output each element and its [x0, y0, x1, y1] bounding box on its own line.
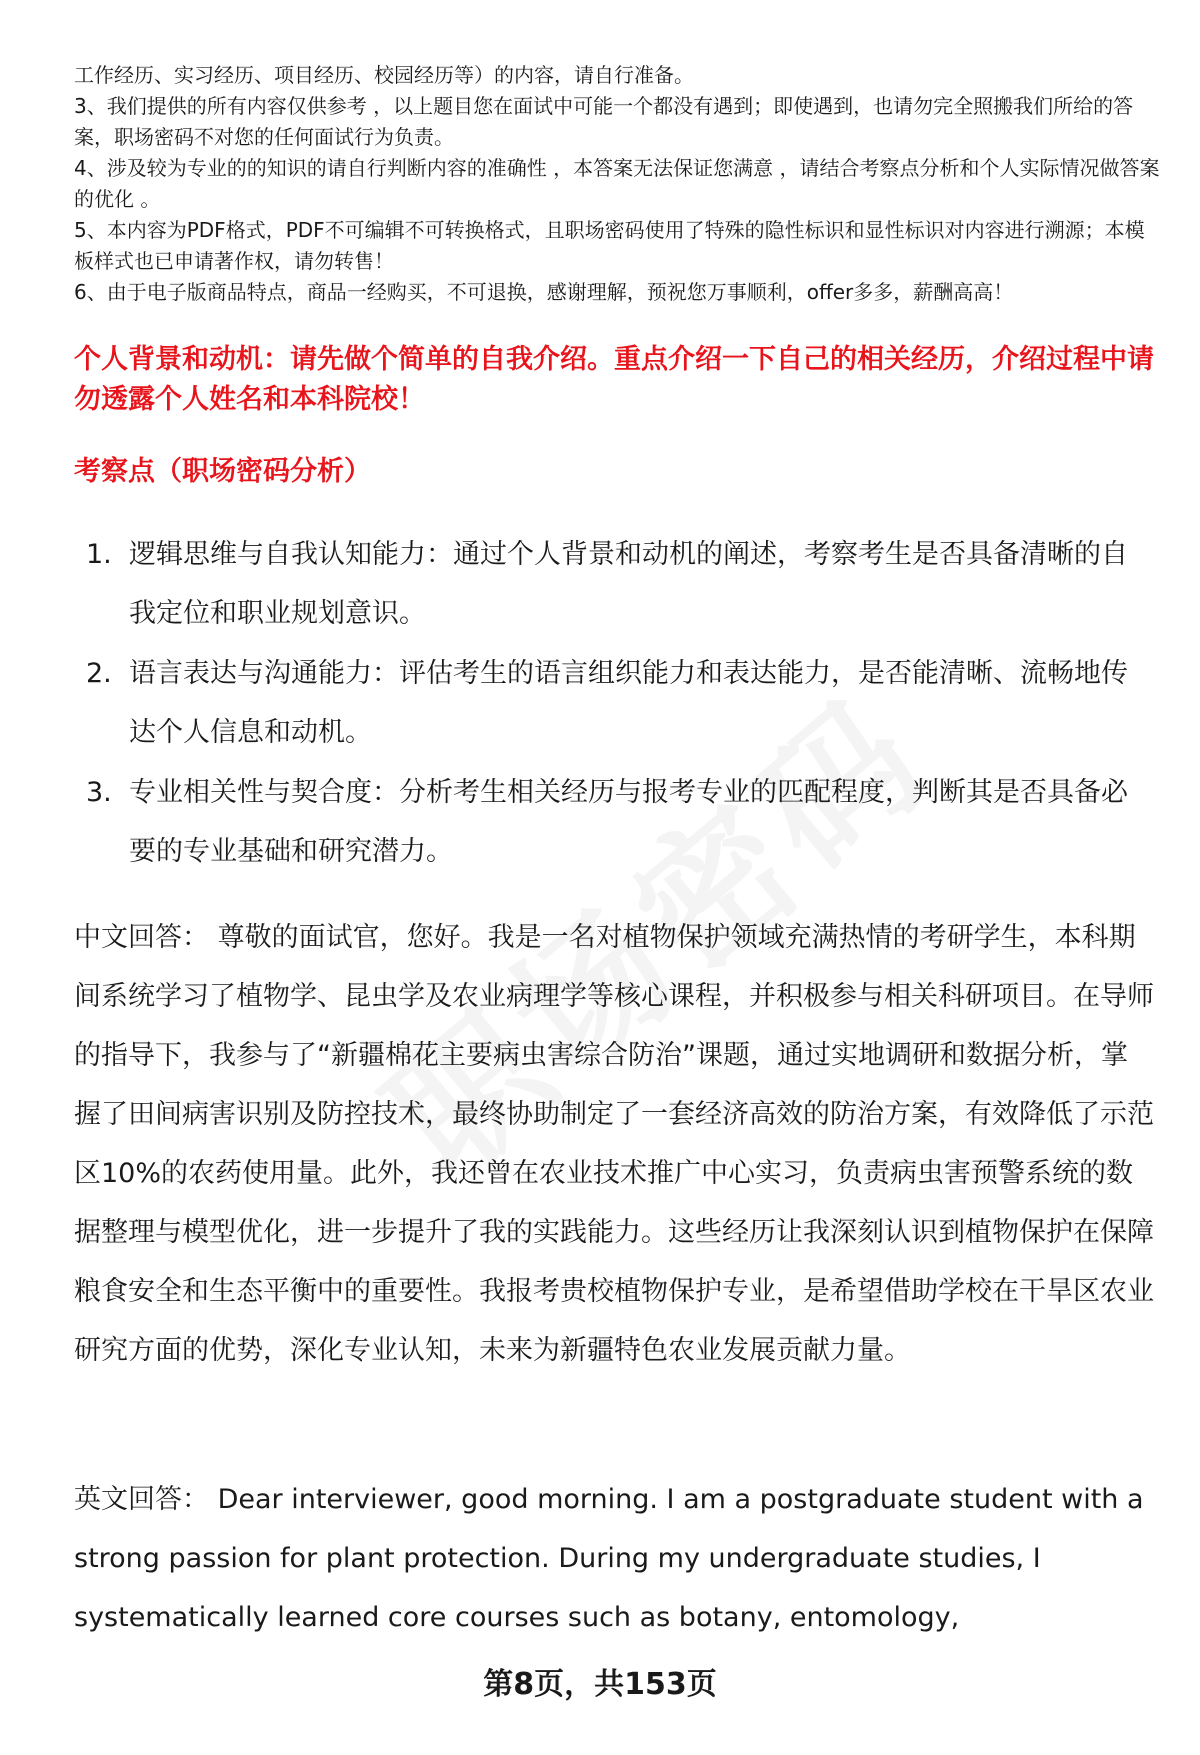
assessment-points-title: 考察点（职场密码分析） — [74, 456, 371, 487]
chinese-answer: 中文回答： 尊敬的面试官，您好。我是一名对植物保护领域充满热情的考研学生，本科期间系统学习了植物学、昆虫学及农业病理学等核心课程，并积极参与相关科研项目。在导师的指导下，我参与了“新疆棉花主要病虫害综合防治”课题，通过实地调研和数据分析，掌握了田间病害识别及防控技术，最终协助制定了一套经济高效的防治方案，有效降低了示范区10%的农药使用量。此外，我还曾在农业技术推广中心实习，负责病虫害预警系统的数据整理与模型优化，进一步提升了我的实践能力。这些经历让我深刻认识到植物保护在保障粮食安全和生态平衡中的重要性。我报考贵校植物保护专业，是希望借助学校在干旱区农业研究方面的优势，深化专业认知，未来为新疆特色农业发展贡献力量。 — [74, 922, 1154, 1366]
list-item-text: 语言表达与沟通能力：评估考生的语言组织能力和表达能力，是否能清晰、流畅地传达个人信息和动机。 — [129, 658, 1128, 748]
english-answer: 英文回答： Dear interviewer, good morning. I am a postgraduate student with a strong passion for plant protection. During my undergraduate studies, I systematically learned core courses such as botany, entomology, — [74, 1484, 1144, 1633]
list-item — [74, 644, 1144, 762]
list-item-text: 专业相关性与契合度：分析考生相关经历与报考专业的匹配程度，判断其是否具备必要的专业基础和研究潜力。 — [129, 777, 1128, 867]
note-line: 5、本内容为PDF格式，PDF不可编辑不可转换格式，且职场密码使用了特殊的隐性标识和显性标识对内容进行溯源；本模板样式也已申请著作权，请勿转售！ — [74, 218, 1145, 273]
list-item-text: 逻辑思维与自我认知能力：通过个人背景和动机的阐述，考察考生是否具备清晰的自我定位和职业规划意识。 — [129, 539, 1128, 629]
note-line: 工作经历、实习经历、项目经历、校园经历等）的内容，请自行准备。 — [74, 63, 694, 87]
list-item-number: 2. — [86, 658, 112, 689]
page-number-footer: 第8页，共153页 — [483, 1667, 717, 1702]
list-item — [74, 763, 1144, 881]
assessment-points-list — [74, 525, 1144, 882]
list-item-number: 3. — [86, 777, 112, 808]
question-heading: 个人背景和动机：请先做个简单的自我介绍。重点介绍一下自己的相关经历，介绍过程中请勿透露个人姓名和本科院校！ — [74, 344, 1154, 415]
note-line: 3、我们提供的所有内容仅供参考 ，以上题目您在面试中可能一个都没有遇到；即使遇到，也请勿完全照搬我们所给的答案，职场密码不对您的任何面试行为负责。 — [74, 94, 1134, 149]
notes-section — [74, 60, 1164, 308]
list-item — [74, 525, 1144, 643]
note-line: 4、涉及较为专业的的知识的请自行判断内容的准确性 ，本答案无法保证您满意 ，请结合考察点分析和个人实际情况做答案的优化 。 — [74, 156, 1160, 211]
list-item-number: 1. — [86, 539, 112, 570]
note-line: 6、由于电子版商品特点，商品一经购买，不可退换，感谢理解，预祝您万事顺利，offer多多，薪酬高高！ — [74, 280, 1014, 304]
